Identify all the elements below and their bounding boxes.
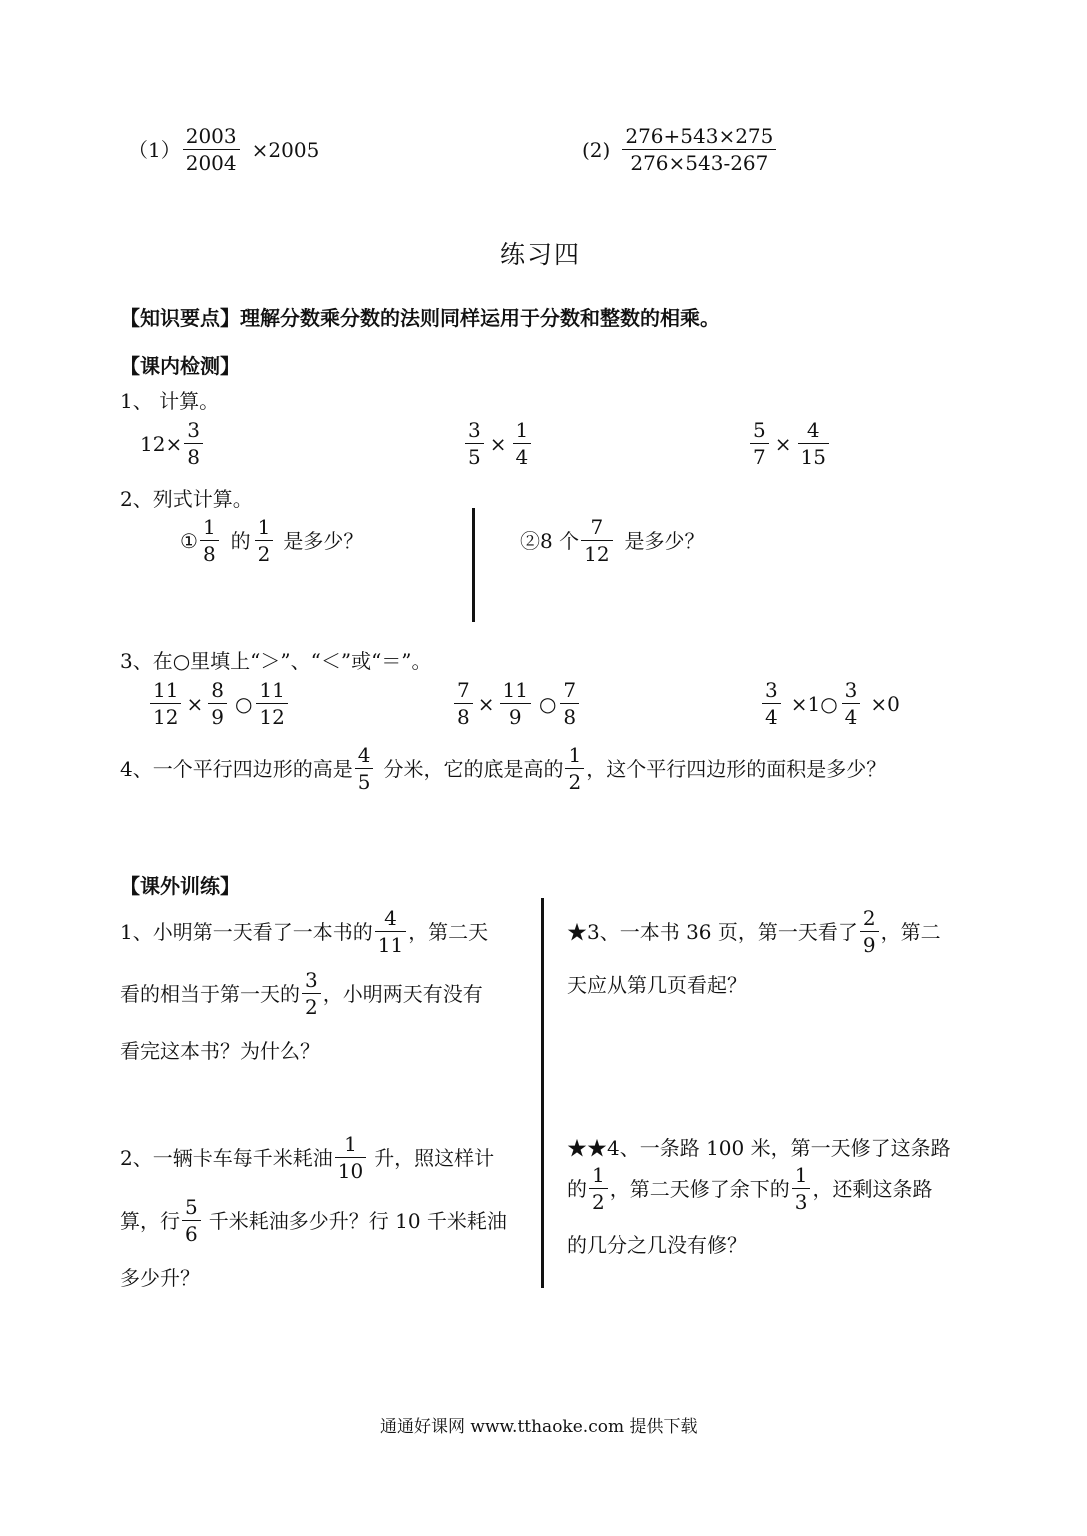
operator: × [489, 431, 507, 456]
text: 算，行 [120, 1208, 180, 1233]
text: ，第二天 [408, 919, 489, 944]
blank-circle[interactable]: ○ [538, 691, 557, 716]
fraction: $\frac{3}{4}$ [762, 680, 781, 727]
text: 千米耗油多少升？行 10 千米耗油 [208, 1208, 507, 1233]
q2-left [180, 517, 363, 564]
exercise-1-line-2 [120, 970, 483, 1017]
knowledge-point [120, 302, 720, 331]
fraction: $\frac{4}{15}$ [798, 420, 829, 467]
exercise-3-line-2: 天应从第几页看起？ [567, 973, 747, 997]
problem-expression: ×2005 [251, 137, 320, 162]
operator: × [774, 431, 792, 456]
exercise-4-line-3: 的几分之几没有修？ [567, 1233, 747, 1257]
question-2-label: 2、列式计算。 [120, 487, 253, 511]
text: ★3、一本书 36 页，第一天看了 [567, 919, 858, 944]
text: ，这个平行四边形的面积是多少？ [586, 756, 887, 781]
fraction: $\frac{3}{4}$ [842, 680, 861, 727]
text: 升，照这样计 [374, 1145, 495, 1170]
fraction: $\frac{7}{8}$ [454, 680, 473, 727]
exercise-1-line-3: 看完这本书？为什么？ [120, 1039, 320, 1063]
expression-tail: ×0 [870, 691, 900, 716]
fraction: $\frac{5}{6}$ [182, 1197, 201, 1244]
q1-item-2 [463, 420, 533, 467]
fraction: $\frac{3}{5}$ [465, 420, 484, 467]
operator: × [477, 691, 495, 716]
problem-label: (2) [582, 137, 611, 162]
exercise-4-line-2 [567, 1165, 932, 1212]
problem-2 [582, 126, 778, 173]
fraction: $\frac{7}{12}$ [581, 517, 612, 564]
text: 分米，它的底是高的 [383, 756, 564, 781]
fraction: $\frac{1}{10}$ [335, 1134, 366, 1181]
problem-1 [128, 126, 319, 173]
operator: × [186, 691, 204, 716]
exercise-4-line-1: ★★4、一条路 100 米，第一天修了这条路 [567, 1136, 951, 1160]
divider-line [472, 508, 475, 622]
fraction: $\frac{1}{3}$ [792, 1165, 811, 1212]
fraction: $\frac{3}{8}$ [184, 420, 203, 467]
text: 的 [567, 1176, 587, 1201]
expression-prefix: 12× [140, 431, 183, 456]
q3-item-3 [760, 680, 900, 727]
exercise-3-line-1 [567, 908, 941, 955]
item-mark: ① [180, 528, 198, 553]
knowledge-text: 理解分数乘分数的法则同样运用于分数和整数的相乘。 [240, 306, 720, 330]
fraction: $\frac{276+543\times 275}{276\times 543-267}$ [622, 126, 776, 173]
fraction: $\frac{1}{2}$ [255, 517, 274, 564]
text: 是多少？ [283, 528, 364, 553]
fraction: $\frac{11}{12}$ [150, 680, 181, 727]
fraction: $\frac{4}{11}$ [375, 908, 406, 955]
fraction: $\frac{4}{5}$ [355, 745, 374, 792]
exercise-1-line-1 [120, 908, 488, 955]
fraction: $\frac{1}{2}$ [565, 745, 584, 792]
question-3-label: 3、在○里填上“＞”、“＜”或“＝”。 [120, 649, 432, 673]
fraction: $\frac{2}{9}$ [860, 908, 879, 955]
fraction: $\frac{11}{12}$ [256, 680, 287, 727]
section-heading-inclass: 【课内检测】 [120, 354, 240, 378]
divider-line [541, 898, 544, 1288]
q3-item-2 [452, 680, 581, 727]
text: ，第二 [880, 919, 941, 944]
q2-right [520, 517, 705, 564]
exercise-2-line-3: 多少升？ [120, 1266, 200, 1290]
page-title: 练习四 [500, 240, 582, 269]
text: 1、小明第一天看了一本书的 [120, 919, 373, 944]
exercise-2-line-1 [120, 1134, 494, 1181]
fraction: $\frac{2003}{2004}$ [183, 126, 240, 173]
q1-item-1 [140, 420, 205, 467]
item-mark: ②8 个 [520, 528, 580, 553]
fraction: $\frac{7}{8}$ [560, 680, 579, 727]
text: 的 [230, 528, 251, 553]
fraction: $\frac{11}{9}$ [500, 680, 531, 727]
fraction: $\frac{5}{7}$ [750, 420, 769, 467]
text: ，小明两天有没有 [322, 981, 483, 1006]
fraction: $\frac{1}{4}$ [513, 420, 532, 467]
problem-label: （1） [128, 137, 181, 162]
text: 看的相当于第一天的 [120, 981, 300, 1006]
question-4 [120, 745, 886, 792]
text: 4、一个平行四边形的高是 [120, 756, 353, 781]
section-heading: 【知识要点】 [120, 306, 240, 330]
text: 2、一辆卡车每千米耗油 [120, 1145, 333, 1170]
fraction: $\frac{8}{9}$ [208, 680, 227, 727]
text: ，第二天修了余下的 [609, 1176, 790, 1201]
fraction: $\frac{1}{8}$ [200, 517, 219, 564]
section-heading-outclass: 【课外训练】 [120, 874, 240, 898]
q3-item-1 [148, 680, 290, 727]
text: ，还剩这条路 [812, 1176, 933, 1201]
page-footer: 通通好课网 www.tthaoke.com 提供下载 [380, 1417, 698, 1437]
q1-item-3 [748, 420, 831, 467]
exercise-2-line-2 [120, 1197, 507, 1244]
fraction: $\frac{3}{2}$ [302, 970, 321, 1017]
blank-circle[interactable]: ○ [234, 691, 253, 716]
operator-with-blank[interactable]: ×1○ [790, 691, 838, 716]
question-1-label: 1、 计算。 [120, 389, 220, 413]
fraction: $\frac{1}{2}$ [589, 1165, 608, 1212]
text: 是多少？ [624, 528, 705, 553]
